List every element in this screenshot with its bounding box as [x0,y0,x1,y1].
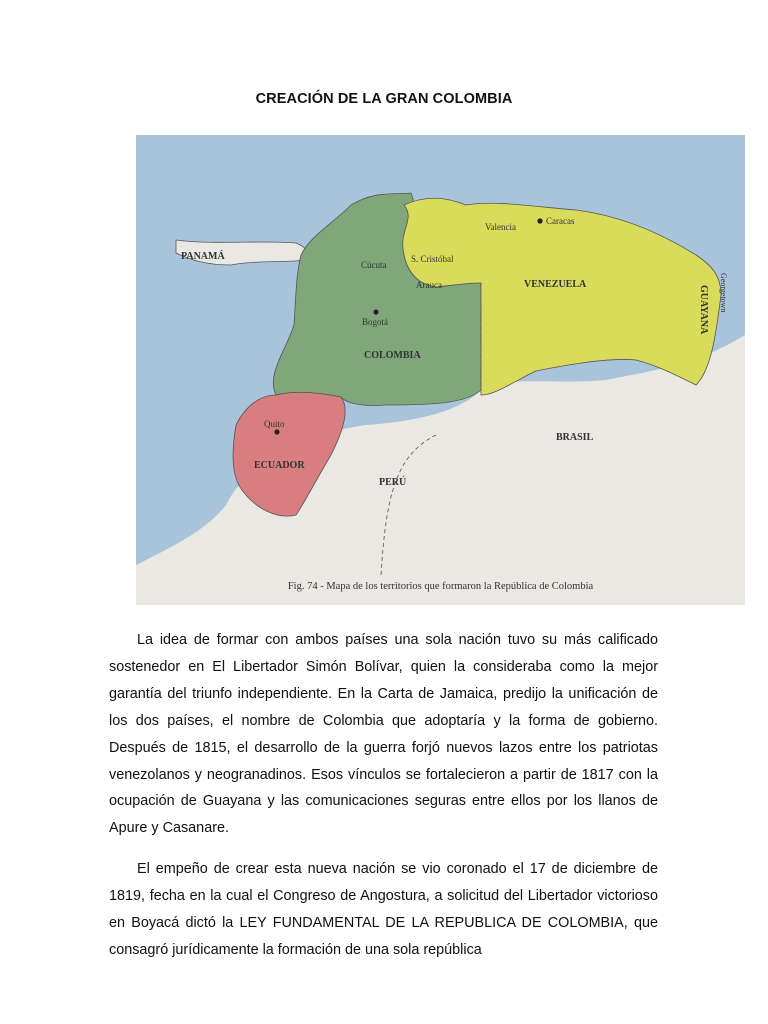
label-colombia: COLOMBIA [364,350,421,361]
paragraph-text: El empeño de crear esta nueva nación se vio coronado el 17 de diciembre de 1819, fecha en la cual el Congreso de Angostura, a solicitud del Libertador victorioso en Boyacá dictó la LEY FUNDAMENTAL DE LA REPUBLICA DE COLOMBIA, que consagró jurídicamente la formación de una sola república [109,861,658,958]
city-dot-quito [274,429,279,434]
label-cristobal: S. Cristóbal [411,254,454,264]
label-panama: PANAMÁ [181,251,225,262]
label-arauca: Arauca [416,280,442,290]
label-peru: PERÚ [379,477,407,488]
label-valencia: Valencia [485,222,516,232]
city-dot-caracas [537,218,542,223]
label-guayana: GUAYANA [698,285,709,335]
label-ecuador: ECUADOR [254,460,305,471]
label-bogota: Bogotá [362,317,388,327]
label-venezuela: VENEZUELA [524,279,587,290]
label-caracas: Caracas [546,216,575,226]
paragraph-1 [109,627,658,842]
label-cucuta: Cúcuta [361,260,387,270]
city-dot-bogota [373,309,378,314]
page-title: CREACIÓN DE LA GRAN COLOMBIA [255,91,513,107]
paragraph-2 [109,856,658,964]
map-caption: Fig. 74 - Mapa de los territorios que formaron la República de Colombia [287,581,594,592]
label-brasil: BRASIL [556,432,594,443]
map-graphic [136,135,745,605]
map-figure [136,135,745,605]
label-georgetown: Georgetown [719,273,728,313]
paragraph-text: La idea de formar con ambos países una sola nación tuvo su más calificado sostenedor en El Libertador Simón Bolívar, quien la consideraba como la mejor garantía del triunfo independiente. En la Carta de Jamaica, predijo la unificación de los dos países, el nombre de Colombia que adoptaría y la forma de gobierno. Después de 1815, el desarrollo de la guerra forjó nuevos lazos entre los patriotas venezolanos y neogranadinos. Esos vínculos se fortalecieron a partir de 1817 con la ocupación de Guayana y las comunicaciones seguras entre ellos por los llanos de Apure y Casanare. [109,632,658,837]
label-quito: Quito [264,419,285,429]
